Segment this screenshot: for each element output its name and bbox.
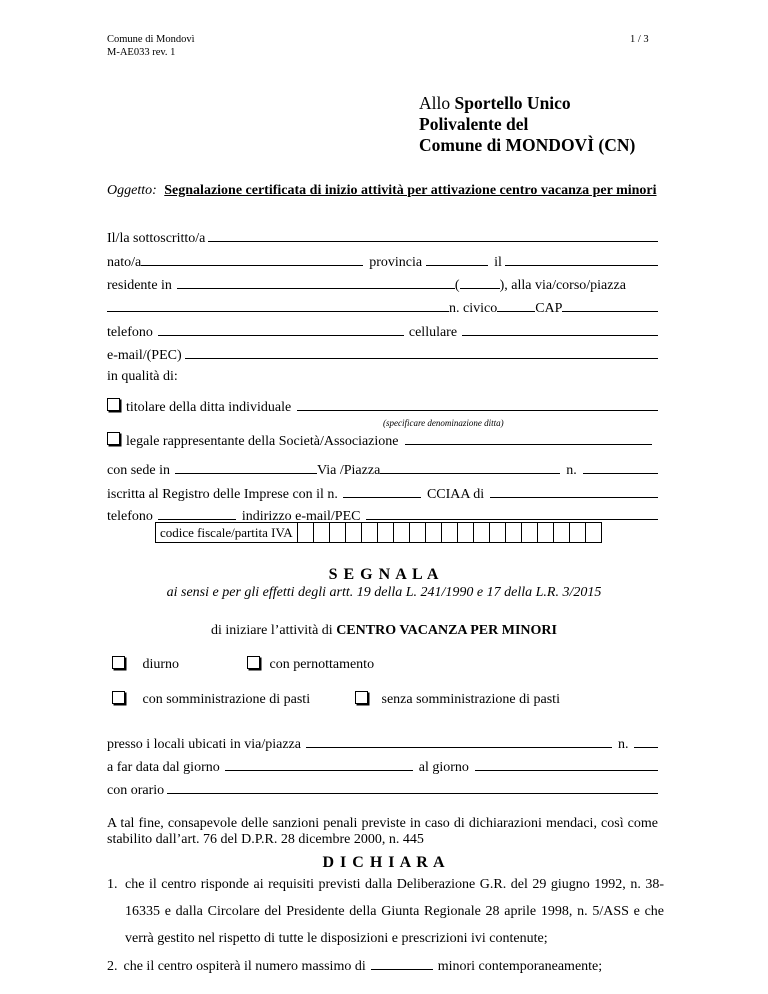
birthdate-label: il <box>494 255 502 270</box>
hours-row <box>107 780 658 799</box>
premises-label: presso i locali ubicati in via/piazza <box>107 737 301 752</box>
addressee-prefix: Allo <box>419 93 455 113</box>
email-label: e-mail/(PEC) <box>107 348 182 363</box>
residence-province-field[interactable] <box>460 275 500 289</box>
declaration-item-2 <box>107 953 664 980</box>
register-row <box>107 484 658 503</box>
company-street-field[interactable] <box>380 460 560 474</box>
addressee-line3: Comune di MONDOVÌ (CN) <box>419 135 636 155</box>
to-date-field[interactable] <box>475 757 658 771</box>
to-label: al giorno <box>418 760 469 775</box>
street-label: ), alla via/corso/piazza <box>499 278 626 293</box>
residence-label: residente in <box>107 278 172 293</box>
tax-code-cell[interactable] <box>314 523 330 542</box>
tax-code-cell[interactable] <box>586 523 601 542</box>
org-name: Comune di Mondovì <box>107 34 195 45</box>
day-label: diurno <box>142 657 180 672</box>
phone-field[interactable] <box>158 322 404 336</box>
owner-row <box>107 397 658 416</box>
paren-open: ( <box>454 278 460 293</box>
activity-line <box>0 623 768 639</box>
item2-prefix: che il centro ospiterà il numero massimo di <box>123 959 366 974</box>
addressee-line2: Polivalente del <box>419 114 529 134</box>
without-meals-checkbox[interactable] <box>355 691 368 704</box>
province-field[interactable] <box>426 252 488 266</box>
tax-code-box <box>155 522 602 543</box>
tax-code-cell[interactable] <box>330 523 346 542</box>
from-date-field[interactable] <box>225 757 413 771</box>
cciaa-label: CCIAA di <box>426 487 485 502</box>
email-row <box>107 345 658 364</box>
max-minors-field[interactable] <box>371 956 433 970</box>
birth-row <box>107 252 658 271</box>
seat-row <box>107 460 658 479</box>
overnight-checkbox[interactable] <box>247 656 260 669</box>
item1-number: 1. <box>107 877 118 892</box>
item2-number: 2. <box>107 959 118 974</box>
item2-suffix: minori contemporaneamente; <box>437 959 603 974</box>
tax-code-cell[interactable] <box>298 523 314 542</box>
address-row <box>107 298 658 317</box>
legal-rep-label: legale rappresentante della Società/Associazione <box>126 434 399 449</box>
company-number-label: n. <box>566 463 577 478</box>
premises-number-label: n. <box>617 737 629 752</box>
tax-code-cell[interactable] <box>506 523 522 542</box>
owner-label: titolare della ditta individuale <box>126 400 292 415</box>
register-label: iscritta al Registro delle Imprese con il n. <box>107 487 338 502</box>
with-meals-checkbox[interactable] <box>112 691 125 704</box>
tax-code-cell[interactable] <box>442 523 458 542</box>
cap-label: CAP <box>535 301 563 316</box>
address-field[interactable] <box>107 298 449 312</box>
tax-code-cell[interactable] <box>522 523 538 542</box>
legal-rep-company-field[interactable] <box>405 431 653 445</box>
with-meals-label: con somministrazione di pasti <box>142 692 311 707</box>
company-number-field[interactable] <box>583 460 658 474</box>
hours-label: con orario <box>107 783 165 798</box>
dates-row <box>107 757 658 776</box>
undersigned-field[interactable] <box>208 228 658 242</box>
cap-field[interactable] <box>562 298 658 312</box>
option-with-meals[interactable] <box>112 691 352 708</box>
legal-rep-row <box>107 431 652 450</box>
declaration-item-1 <box>107 871 664 952</box>
addressee-block <box>419 93 635 156</box>
tax-code-cell[interactable] <box>538 523 554 542</box>
owner-checkbox[interactable] <box>107 398 120 411</box>
activity-name: CENTRO VACANZA PER MINORI <box>336 623 557 638</box>
province-label: provincia <box>369 255 423 270</box>
birthdate-field[interactable] <box>505 252 658 266</box>
overnight-label: con pernottamento <box>269 657 375 672</box>
premises-row <box>107 734 658 753</box>
document-header <box>107 33 195 59</box>
premises-field[interactable] <box>306 734 612 748</box>
page-number: 1 / 3 <box>630 34 649 45</box>
company-street-label: Via /Piazza <box>316 463 381 478</box>
company-phone-label: telefono <box>107 509 153 524</box>
item1-text: che il centro risponde ai requisiti previsti dalla Deliberazione G.R. del 29 giugno 1992, n. 38-16335 e dalla Circolare del Presidente della Giunta Regionale 28 aprile 1998, n. 5/ASS e che verrà gestito nel rispetto di tutte le disposizioni e prescrizioni ivi contenute; <box>125 877 664 946</box>
tax-code-cell[interactable] <box>570 523 586 542</box>
document-code: M-AE033 rev. 1 <box>107 47 176 58</box>
from-label: a far data dal giorno <box>107 760 220 775</box>
undersigned-label: Il/la sottoscritto/a <box>107 231 206 246</box>
day-checkbox[interactable] <box>112 656 125 669</box>
tax-code-cell[interactable] <box>362 523 378 542</box>
tax-code-cell[interactable] <box>490 523 506 542</box>
owner-company-field[interactable] <box>297 397 658 411</box>
civic-field[interactable] <box>497 298 535 312</box>
phone-row <box>107 322 658 341</box>
signals-title: S E G N A L A <box>328 566 440 583</box>
activity-prefix: di iniziare l’attività di <box>211 623 337 638</box>
cciaa-field[interactable] <box>490 484 658 498</box>
tax-code-cell[interactable] <box>474 523 490 542</box>
tax-code-cell[interactable] <box>394 523 410 542</box>
tax-code-cell[interactable] <box>458 523 474 542</box>
born-label: nato/a <box>107 255 142 270</box>
signals-subtitle: ai sensi e per gli effetti degli artt. 19 della L. 241/1990 e 17 della L.R. 3/2015 <box>166 585 602 600</box>
company-email-label: indirizzo e-mail/PEC <box>241 509 361 524</box>
option-overnight[interactable] <box>247 656 447 673</box>
subject-label: Oggetto: <box>107 183 157 198</box>
residence-field[interactable] <box>177 275 455 289</box>
tax-code-cell[interactable] <box>554 523 570 542</box>
subject-text: Segnalazione certificata di inizio attività per attivazione centro vacanza per minori <box>164 183 657 198</box>
company-email-field[interactable] <box>366 506 658 520</box>
civic-label: n. civico <box>449 301 498 316</box>
option-without-meals[interactable] <box>355 691 615 708</box>
tax-code-cell[interactable] <box>426 523 442 542</box>
subject-line <box>107 182 677 199</box>
tax-code-cell[interactable] <box>346 523 362 542</box>
capacity-label: in qualità di: <box>107 369 178 384</box>
mobile-label: cellulare <box>408 325 458 340</box>
tax-code-cell[interactable] <box>378 523 394 542</box>
premises-number-field[interactable] <box>634 734 658 748</box>
owner-hint: (specificare denominazione ditta) <box>383 418 504 428</box>
declaration-title: D I C H I A R A <box>322 854 446 871</box>
legal-rep-checkbox[interactable] <box>107 432 120 445</box>
seat-label: con sede in <box>107 463 170 478</box>
company-phone-field[interactable] <box>158 506 236 520</box>
addressee-office: Sportello Unico <box>454 93 571 113</box>
declaration-intro: A tal fine, consapevole delle sanzioni penali previste in caso di dichiarazioni mendaci, così come stabilito dall’art. 76 del D.P.R. 28 dicembre 2000, n. 445 <box>107 816 658 847</box>
undersigned-row <box>107 228 658 247</box>
residence-row <box>107 275 658 294</box>
hours-field[interactable] <box>167 780 658 794</box>
register-field[interactable] <box>343 484 421 498</box>
email-field[interactable] <box>185 345 658 359</box>
birthplace-field[interactable] <box>141 252 363 266</box>
phone-label: telefono <box>107 325 153 340</box>
tax-code-label: codice fiscale/partita IVA <box>156 523 298 542</box>
without-meals-label: senza somministrazione di pasti <box>381 692 560 707</box>
mobile-field[interactable] <box>462 322 658 336</box>
tax-code-cell[interactable] <box>410 523 426 542</box>
seat-field[interactable] <box>175 460 317 474</box>
